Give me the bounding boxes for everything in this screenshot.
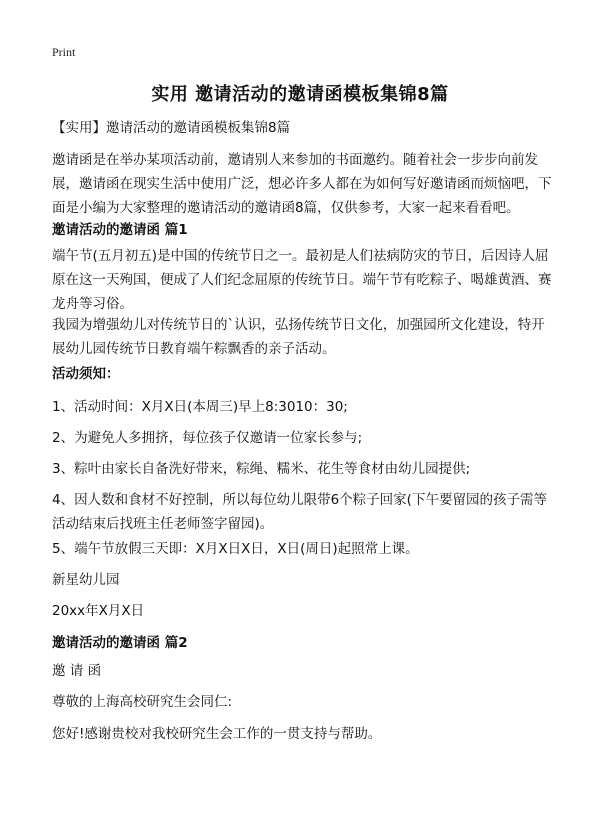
- s1-p1-text: 端午节(五月初五)是中国的传统节日之一。最初是人们祛病防灾的节日，后因诗人屈原在这一天殉国，便成了人们纪念屈原的传统节日。端午节有吃粽子、喝雄黄酒、赛龙舟等习俗。: [52, 248, 552, 312]
- section2-paragraph-1: 您好!感谢贵校对我校研究生会工作的一贯支持与帮助。: [52, 726, 382, 742]
- s1-p2-text: 我园为增强幼儿对传统节日的`认识，弘扬传统节日文化，加强园所文化建设，特开展幼儿园传统节日教育端午粽飘香的亲子活动。: [52, 317, 545, 357]
- section1-heading: 邀请活动的邀请函 篇1: [52, 222, 188, 238]
- signature: 新星幼儿园: [52, 572, 120, 588]
- section2-title: 邀 请 函: [52, 663, 102, 679]
- date: 20xx年X月X日: [52, 603, 145, 619]
- section1-paragraph-1: [52, 244, 552, 316]
- intro-text: 邀请函是在举办某项活动前，邀请别人来参加的书面邀约。随着社会一步步向前发展，邀请函在现实生活中使用广泛，想必许多人都在为如何写好邀请函而烦恼吧，下面是小编为大家整理的邀请活动的邀请函8篇，仅供参考，大家一起来看看吧。: [52, 152, 552, 216]
- intro-paragraph: [52, 148, 552, 220]
- section2-heading: 邀请活动的邀请函 篇2: [52, 635, 188, 651]
- document-title: 实用 邀请活动的邀请函模板集锦8篇: [151, 84, 449, 105]
- notice-item-5: 5、端午节放假三天即：X月X日X日，X日(周日)起照常上课。: [52, 541, 419, 557]
- notice-item-3: 3、粽叶由家长自备洗好带来，粽绳、糯米、花生等食材由幼儿园提供;: [52, 461, 471, 477]
- notice-item-1: 1、活动时间：X月X日(本周三)早上8:3010：30;: [52, 399, 348, 415]
- section1-paragraph-2: [52, 313, 552, 361]
- print-label: Print: [52, 45, 76, 59]
- section2-greeting: 尊敬的上海高校研究生会同仁:: [52, 694, 233, 710]
- notice-item-2: 2、为避免人多拥挤，每位孩子仅邀请一位家长参与;: [52, 430, 363, 446]
- notice-heading: 活动须知：: [52, 366, 120, 382]
- document-subtitle: 【实用】邀请活动的邀请函模板集锦8篇: [52, 120, 291, 136]
- notice-item-4: 4、因人数和食材不好控制，所以每位幼儿限带6个粽子回家(下午要留园的孩子需等活动结束后找班主任老师签字留园)。: [52, 492, 547, 532]
